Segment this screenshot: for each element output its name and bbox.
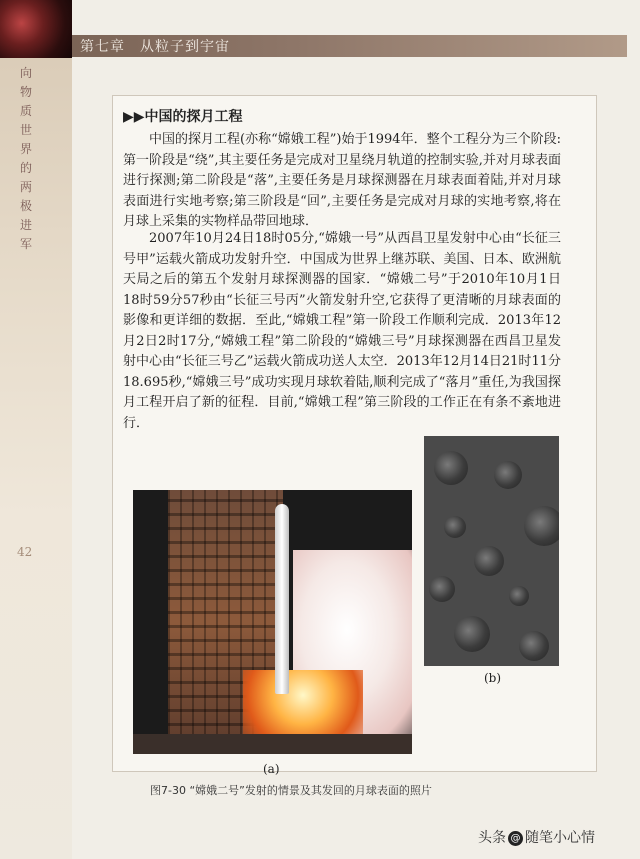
at-icon: @: [508, 831, 523, 846]
section-title: ▶▶中国的探月工程: [123, 109, 243, 125]
crater: [444, 516, 466, 538]
crater: [524, 506, 559, 546]
corner-decorative-image: [0, 0, 72, 58]
launch-ground: [133, 734, 412, 754]
watermark-account: 随笔小心情: [525, 830, 595, 846]
figure-label-b: (b): [484, 671, 502, 685]
side-decoration-strip: [0, 0, 72, 859]
watermark-prefix: 头条: [478, 830, 506, 846]
rocket: [275, 504, 289, 694]
lunar-surface-photo: [424, 436, 559, 666]
page-number: 42: [17, 545, 33, 559]
watermark: [478, 827, 595, 847]
crater: [454, 616, 490, 652]
vertical-section-title: 向物质世界的两极进军: [19, 66, 32, 251]
crater: [509, 586, 529, 606]
chapter-title: 第七章 从粒子到宇宙: [80, 39, 230, 55]
paragraph-history: 2007年10月24日18时05分,“嫦娥一号”从西昌卫星发射中心由“长征三号甲”运载火箭成功发射升空．中国成为世界上继苏联、美国、日本、欧洲航天局之后的第五个发射月球探测器的国家．“嫦娥二号”于2010年10月1日18时59分57秒由“长征三号丙”火箭发射升空,它获得了更清晰的月球表面的影像和更详细的数据．至此,“嫦娥工程”第一阶段工作顺利完成．2013年12月2日2时17分,“嫦娥工程”第二阶段的“嫦娥三号”月球探测器在西昌卫星发射中心由“长征三号乙”运载火箭成功送人太空．2013年12月14日21时11分18.695秒,“嫦娥三号”成功实现月球软着陆,顺利完成了“落月”重任,为我国探月工程开启了新的征程．目前,“嫦娥工程”第三阶段的工作正在有条不紊地进行．: [123, 231, 561, 431]
crater: [434, 451, 468, 485]
paragraph-intro: 中国的探月工程(亦称“嫦娥工程”)始于1994年．整个工程分为三个阶段:第一阶段是“绕”,其主要任务是完成对卫星绕月轨道的控制实验,并对月球表面进行探测;第二阶段是“落”,主要任务是月球探测器在月球表面着陆,并对月球表面进行实地考察;第三阶段是“回”,主要任务是完成对月球的实地考察,将在月球上采集的实物样品带回地球．: [123, 132, 561, 229]
figure-caption: 图7-30 “嫦娥二号”发射的情景及其发回的月球表面的照片: [150, 784, 432, 797]
rocket-launch-photo: [133, 490, 412, 754]
crater: [494, 461, 522, 489]
crater: [474, 546, 504, 576]
crater: [519, 631, 549, 661]
crater: [429, 576, 455, 602]
figure-label-a: (a): [263, 762, 280, 776]
